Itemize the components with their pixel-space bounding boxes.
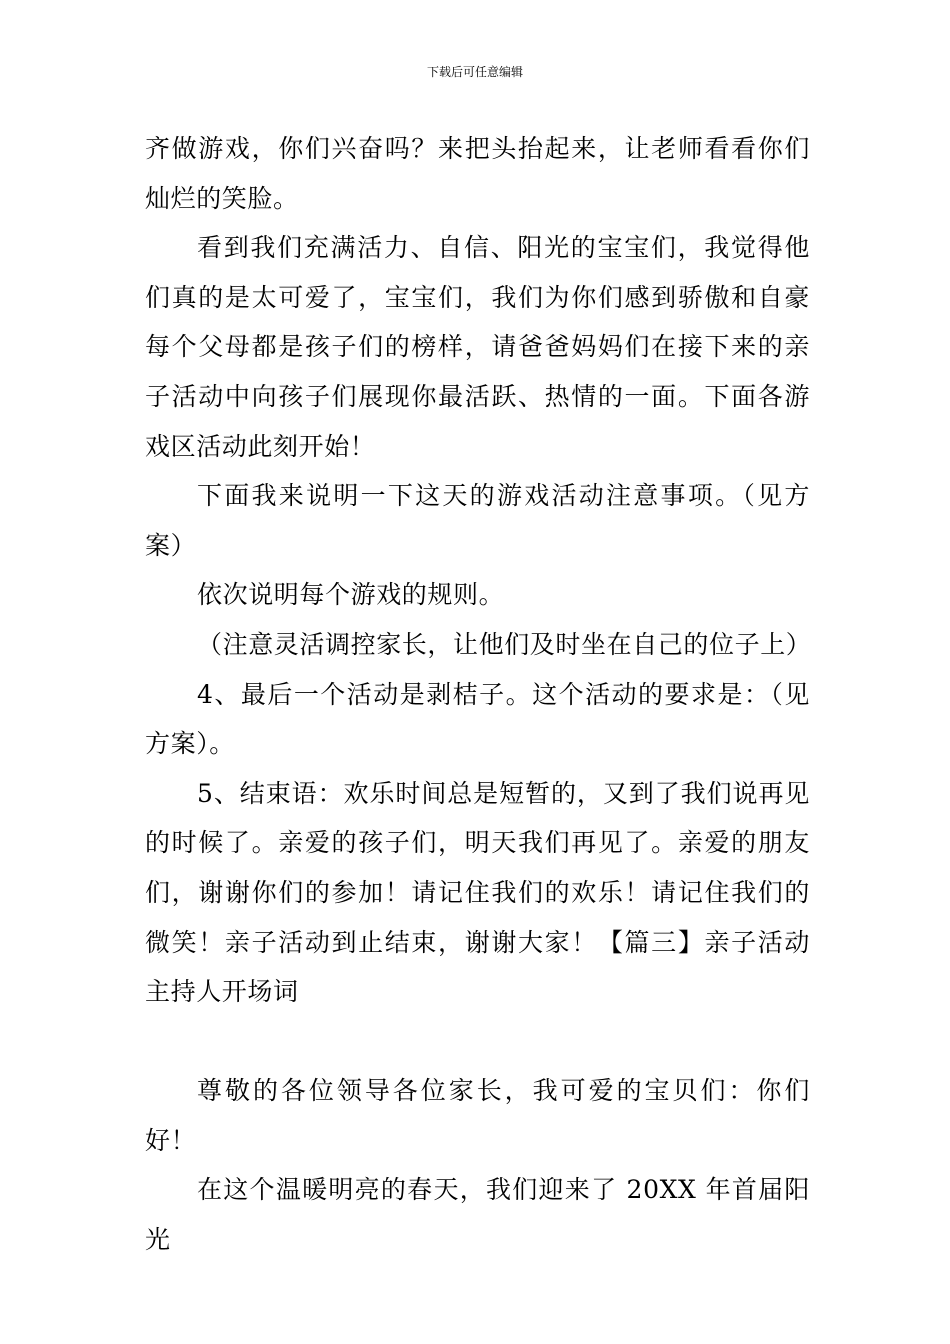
paragraph-5: （注意灵活调控家长，让他们及时坐在自己的位子上） [197, 629, 812, 659]
paragraph-4: 依次说明每个游戏的规则。 [197, 580, 505, 610]
paragraph-9: 在这个温暖明亮的春天，我们迎来了 20XX 年首届阳光 [145, 1175, 810, 1255]
document-body [145, 124, 810, 1265]
paragraph-6: 4、最后一个活动是剥桔子。这个活动的要求是：（见方案）。 [145, 679, 810, 759]
blank-line [145, 1017, 810, 1067]
paragraph-1: 齐做游戏，你们兴奋吗？来把头抬起来，让老师看看你们灿烂的笑脸。 [145, 134, 810, 213]
paragraph-3: 下面我来说明一下这天的游戏活动注意事项。（见方案） [145, 481, 810, 560]
page-header: 下载后可任意编辑 [426, 65, 523, 79]
paragraph-8: 尊敬的各位领导各位家长，我可爱的宝贝们：你们好！ [145, 1076, 810, 1155]
paragraph-2: 看到我们充满活力、自信、阳光的宝宝们，我觉得他们真的是太可爱了，宝宝们，我们为你们感到骄傲和自豪每个父母都是孩子们的榜样，请爸爸妈妈们在接下来的亲子活动中向孩子们展现你最活跃、热情的一面。下面各游戏区活动此刻开始！ [145, 233, 810, 461]
paragraph-7: 5、结束语：欢乐时间总是短暂的，又到了我们说再见的时候了。亲爱的孩子们，明天我们再见了。亲爱的朋友们，谢谢你们的参加！请记住我们的欢乐！请记住我们的微笑！亲子活动到止结束，谢谢大家！【篇三】亲子活动主持人开场词 [145, 778, 810, 1007]
